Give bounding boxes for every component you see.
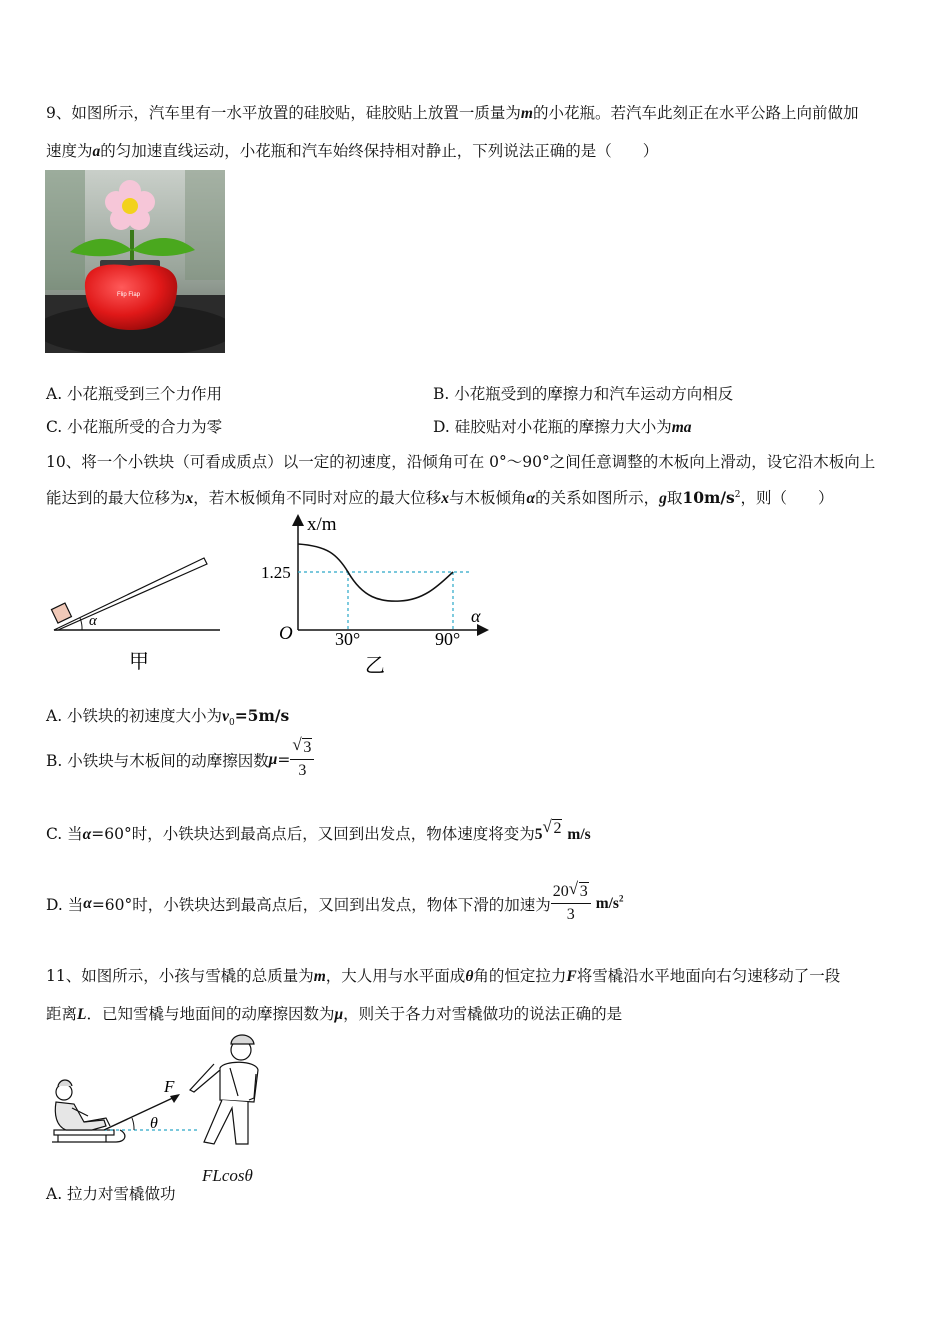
angle-alpha-label: α: [89, 613, 97, 629]
mu-fraction: √ $\frac{3}{3}$: [290, 737, 314, 782]
q11-stem-line1: 11、如图所示，小孩与雪橇的总质量为m，大人用与水平面成θ角的恒定拉力F将雪橇沿水平地面向右匀速移动了一段: [46, 967, 841, 985]
accel-fraction: $\frac{20√ 3}{3}$: [551, 881, 591, 926]
q10-stem-line1: 10、将一个小铁块（可看成质点）以一定的初速度，沿倾角可在 0°～90°之间任意调整的木板向上滑动，设它沿木板向上: [46, 453, 876, 471]
q10-stem-line2: 能达到的最大位移为x，若木板倾角不同时对应的最大位移x与木板倾角α的关系如图所示，g取$10m/s^2$，则（ ）: [46, 488, 834, 507]
figure-jia-label: 甲: [129, 649, 149, 673]
x-tick-90: 90°: [435, 629, 461, 649]
y-axis-label: x/m: [307, 514, 337, 535]
rope: [104, 1096, 177, 1130]
q9-option-d[interactable]: D. 硅胶贴对小花瓶的摩擦力大小为ma: [433, 418, 692, 436]
child-on-sled-drawing: [52, 1080, 125, 1142]
x-tick-30: 30°: [335, 629, 361, 649]
sled-figure: [44, 1030, 269, 1155]
y-tick-label: 1.25: [261, 563, 291, 582]
pot-brand-text: Flip Flap: [117, 292, 141, 298]
q9-option-c[interactable]: C. 小花瓶所受的合力为零: [46, 418, 223, 436]
x-alpha-curve: [298, 544, 453, 601]
work-expression: FLcosθ: [202, 1166, 253, 1185]
q9-option-b[interactable]: B. 小花瓶受到的摩擦力和汽车运动方向相反: [433, 385, 734, 403]
q9-stem-line2: 速度为a的匀加速直线运动，小花瓶和汽车始终保持相对静止，下列说法正确的是（ ）: [46, 142, 659, 160]
force-label: F: [164, 1077, 175, 1096]
incline-figure-jia: [44, 552, 224, 677]
q10-option-c[interactable]: C. 当α=60°时，小铁块达到最高点后，又回到出发点，物体速度将变为5√ 2 m/s: [46, 820, 591, 844]
board: [54, 558, 207, 630]
q10-option-a[interactable]: A. 小铁块的初速度大小为$v_0=5m/s$: [46, 706, 290, 729]
sqrt-2: √ 2: [542, 820, 562, 838]
theta-label: θ: [150, 1115, 158, 1132]
q9-option-a[interactable]: A. 小花瓶受到三个力作用: [46, 385, 223, 403]
graph-figure-yi: [255, 512, 495, 677]
flower-pot-photo: [45, 170, 225, 353]
q11-stem-line2: 距离L．已知雪橇与地面间的动摩擦因数为μ，则关于各力对雪橇做功的说法正确的是: [46, 1005, 623, 1023]
q10-option-b[interactable]: B. 小铁块与木板间的动摩擦因数μ= √ $\frac{3}{3}$: [46, 737, 314, 782]
origin-label: O: [279, 623, 293, 644]
adult-drawing: [190, 1035, 258, 1144]
figure-yi-label: 乙: [365, 653, 385, 677]
q9-stem-line1: 9、如图所示，汽车里有一水平放置的硅胶贴，硅胶贴上放置一质量为m的小花瓶。若汽车此刻正在水平公路上向前做加: [46, 104, 859, 122]
x-axis-label: α: [471, 606, 481, 626]
q11-option-a[interactable]: A. 拉力对雪橇做功: [46, 1185, 176, 1203]
iron-block: [51, 603, 71, 623]
q10-option-d[interactable]: D. 当α=60°时，小铁块达到最高点后，又回到出发点，物体下滑的加速为 $\frac{20√ 3}{3}$ $m/s^2$: [46, 881, 623, 926]
